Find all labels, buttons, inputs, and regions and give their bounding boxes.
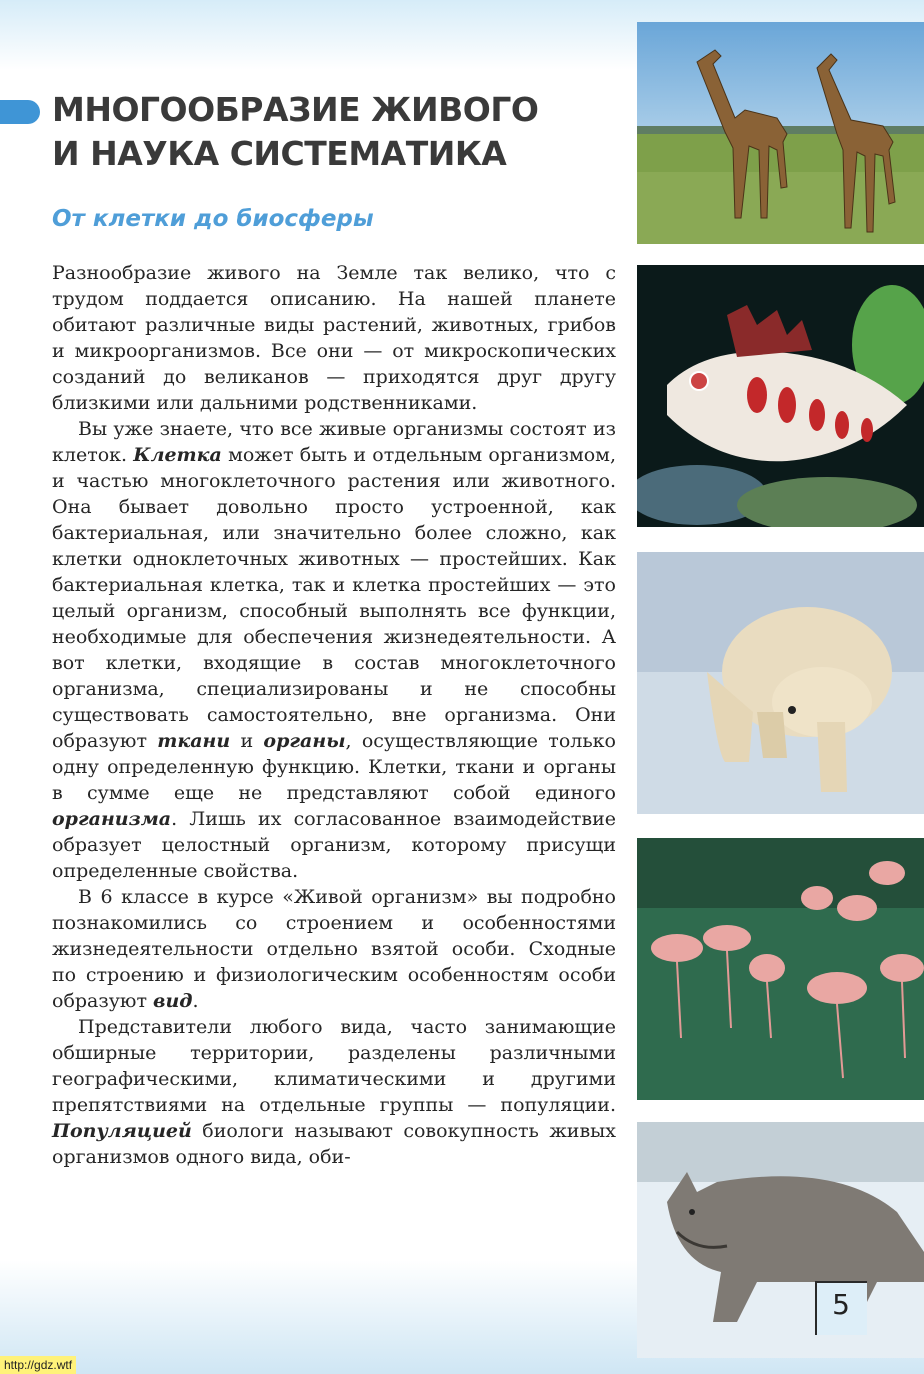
term-cell: Клетка xyxy=(133,444,222,466)
paragraph-4-text: биологи называют совокупность живых организмов одного вида, оби- xyxy=(52,1120,616,1168)
page-number: 5 xyxy=(832,1288,850,1321)
polar-bear-photo xyxy=(637,552,924,814)
term-species: вид xyxy=(153,990,193,1012)
term-tissues: ткани xyxy=(157,730,231,752)
section-title: От клетки до биосферы xyxy=(52,206,374,232)
photo-strip xyxy=(637,0,924,1374)
paragraph-1: Разнообразие живого на Земле так велико, что с трудом поддается описанию. На нашей планете обитают различные виды растений, животных, грибов и микроорганизмов. Все они — от микроскопических созданий до великанов — приходятся друг другу близкими или дальними родственниками. xyxy=(52,262,616,414)
paragraph-4-text: Представители любого вида, часто занимающие обширные территории, разделены различными географическими, климатическими и другими препятствиями на отдельные группы — популяции. xyxy=(52,1016,616,1116)
watermark-url: http://gdz.wtf xyxy=(0,1356,76,1374)
chapter-tab-marker xyxy=(0,100,40,124)
paragraph-2-text: может быть и отдельным организмом, и частью многоклеточного растения или животного. Она бывает довольно просто устроенной, как бактериальная, или значительно более сложно, как клетки одноклеточных животных — простейших. Как бактериальная клетка, так и клетка простейших — это целый организм, способный выполнять все функции, необходимые для обеспечения жизнедеятельности. А вот клетки, входящие в состав многоклеточного организма, специализированы и не способны существовать самостоятельно, вне организма. Они образуют xyxy=(52,444,616,752)
paragraph-2-text: Вы уже знаете, что все живые организмы состоят из клеток. xyxy=(52,418,616,466)
flamingos-photo xyxy=(637,838,924,1100)
paragraph-3-text: В 6 классе в курсе «Живой организм» вы подробно познакомились со строением и особенностями жизнедеятельности отдельно взятой особи. Сходные по строению и физиологическим особенностям особи образуют xyxy=(52,886,616,1012)
paragraph-2-text: , осуществляющие только одну определенную функцию. Клетки, ткани и органы в сумме еще не представляют собой единого xyxy=(52,730,616,804)
paragraph-2-text: и xyxy=(230,730,264,752)
term-organs: органы xyxy=(263,730,346,752)
chapter-title xyxy=(52,88,612,176)
chapter-title-line1: МНОГООБРАЗИЕ ЖИВОГО xyxy=(52,90,539,129)
body-text xyxy=(52,260,616,1170)
chapter-title-line2: И НАУКА СИСТЕМАТИКА xyxy=(52,134,507,173)
fish-photo xyxy=(637,265,924,527)
paragraph-2-text: . Лишь их согласованное взаимодействие образует целостный организм, которому присущи определенные свойства. xyxy=(52,808,616,882)
paragraph-2 xyxy=(52,416,616,884)
paragraph-4 xyxy=(52,1014,616,1170)
term-organism: организма xyxy=(52,808,172,830)
term-population: Популяцией xyxy=(52,1120,192,1142)
paragraph-3 xyxy=(52,884,616,1014)
lynx-photo xyxy=(637,1122,924,1358)
giraffes-photo xyxy=(637,22,924,244)
paragraph-3-text: . xyxy=(192,990,199,1012)
